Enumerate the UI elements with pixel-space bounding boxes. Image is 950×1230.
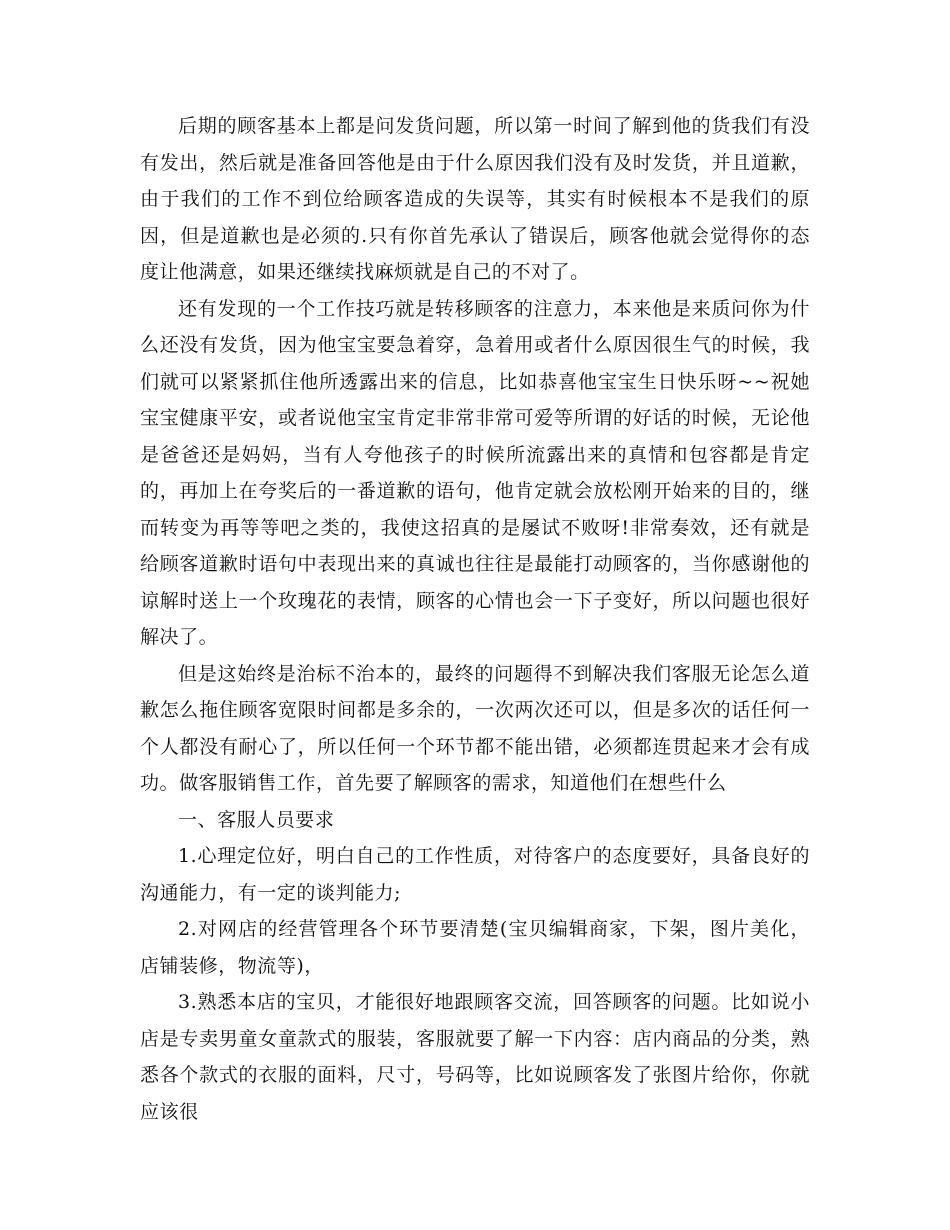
section-heading-requirements: 一、客服人员要求: [178, 808, 335, 831]
list-item-1: 1.心理定位好，明白自己的工作性质，对待客户的态度要好，具备良好的沟通能力，有一定的谈判能力;: [140, 845, 810, 904]
paragraph-shipping-questions: 后期的顾客基本上都是问发货问题，所以第一时间了解到他的货我们有没有发出，然后就是准备回答他是由于什么原因我们没有及时发货，并且道歉，由于我们的工作不到位给顾客造成的失误等，其实有时候根本不是我们的原因，但是道歉也是必须的.只有你首先承认了错误后，顾客他就会觉得你的态度让他满意，如果还继续找麻烦就是自己的不对了。: [140, 115, 810, 283]
document-body: [140, 108, 810, 1130]
paragraph-attention-technique: 还有发现的一个工作技巧就是转移顾客的注意力，本来他是来质问你为什么还没有发货，因为他宝宝要急着穿，急着用或者什么原因很生气的时候，我们就可以紧紧抓住他所透露出来的信息，比如恭喜他宝宝生日快乐呀~~祝她宝宝健康平安，或者说他宝宝肯定非常非常可爱等所谓的好话的时候，无论他是爸爸还是妈妈，当有人夸他孩子的时候所流露出来的真情和包容都是肯定的，再加上在夸奖后的一番道歉的语句，他肯定就会放松刚开始来的目的，继而转变为再等等吧之类的，我使这招真的是屡试不败呀!非常奏效，还有就是给顾客道歉时语句中表现出来的真诚也往往是最能打动顾客的，当你感谢他的谅解时送上一个玫瑰花的表情，顾客的心情也会一下子变好，所以问题也很好解决了。: [140, 297, 810, 648]
list-item-3: 3.熟悉本店的宝贝，才能很好地跟顾客交流，回答顾客的问题。比如说小店是专卖男童女童款式的服装，客服就要了解一下内容：店内商品的分类，熟悉各个款式的衣服的面料，尺寸，号码等，比如说顾客发了张图片给你，你就应该很: [140, 991, 810, 1123]
list-item-2: 2.对网店的经营管理各个环节要清楚(宝贝编辑商家，下架，图片美化，店铺装修，物流等)，: [140, 918, 810, 977]
paragraph-root-cause: 但是这始终是治标不治本的，最终的问题得不到解决我们客服无论怎么道歉怎么拖住顾客宽限时间都是多余的，一次两次还可以，但是多次的话任何一个人都没有耐心了，所以任何一个环节都不能出错，必须都连贯起来才会有成功。做客服销售工作，首先要了解顾客的需求，知道他们在想些什么: [140, 662, 810, 794]
